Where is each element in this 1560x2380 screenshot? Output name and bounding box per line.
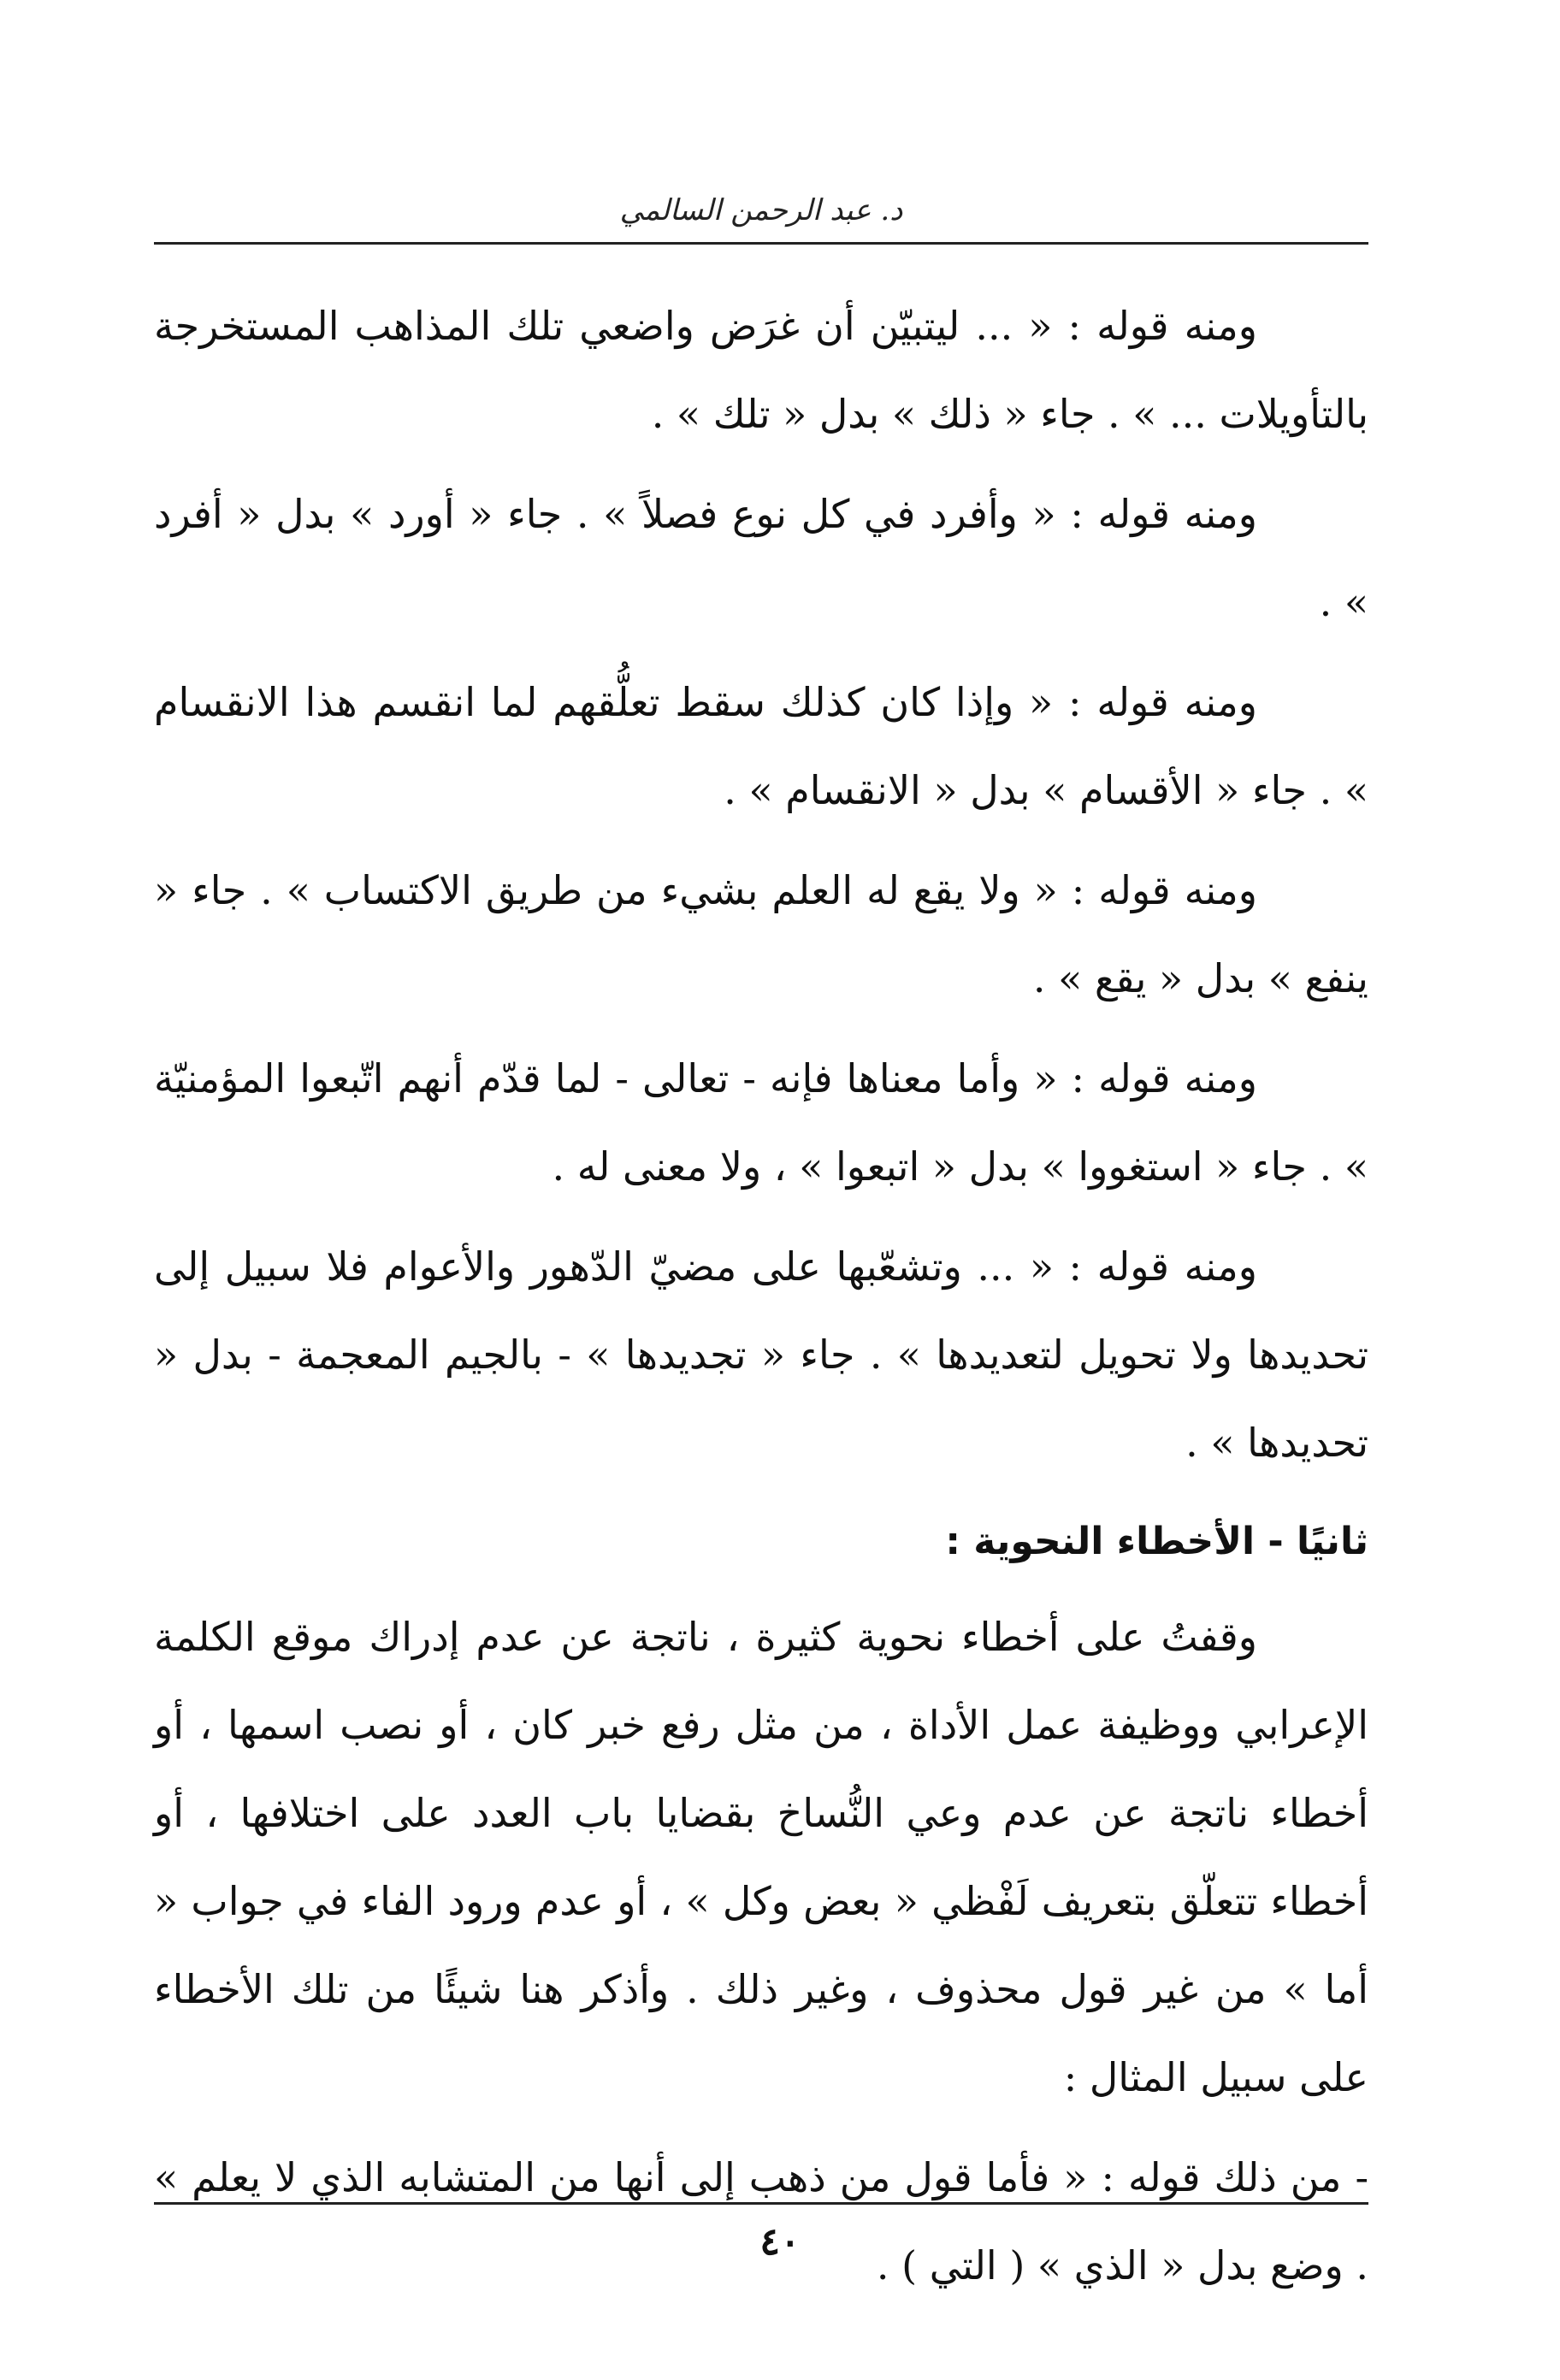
page-body [154, 282, 1368, 2322]
body-paragraph: ومنه قوله : « ... وتشعّبها على مضيّ الدّهور والأعوام فلا سبيل إلى تحديدها ولا تحويل لتعديدها » . جاء « تجديدها » - بالجيم المعجمة - بدل « تحديدها » . [154, 1243, 1368, 1466]
section-heading: ثانيًا - الأخطاء النحوية : [945, 1520, 1368, 1563]
section-intro-paragraph: وقفتُ على أخطاء نحوية كثيرة ، ناتجة عن عدم إدراك موقع الكلمة الإعرابي ووظيفة عمل الأداة ، من مثل رفع خبر كان ، أو نصب اسمها ، أو أخطاء ناتجة عن عدم وعي النُّساخ بقضايا باب العدد على اختلافها ، أو أخطاء تتعلّق بتعريف لَفْظي « بعض وكل » ، أو عدم ورود الفاء في جواب « أما » من غير قول محذوف ، وغير ذلك . وأذكر هنا شيئًا من تلك الأخطاء على سبيل المثال : [154, 1614, 1368, 2100]
example-paragraph: - من ذلك قوله : « فأما قول من ذهب إلى أنها من المتشابه الذي لا يعلم » . وضع بدل « الذي » ( التي ) . [154, 2154, 1368, 2288]
page-number: ٤٠ [759, 2220, 801, 2264]
body-paragraph: ومنه قوله : « وأما معناها فإنه - تعالى - لما قدّم أنهم اتّبعوا المؤمنيّة » . جاء « استغووا » بدل « اتبعوا » ، ولا معنى له . [154, 1055, 1368, 1190]
body-paragraph: ومنه قوله : « وإذا كان كذلك سقط تعلُّقهم لما انقسم هذا الانقسام » . جاء « الأقسام » بدل « الانقسام » . [154, 679, 1368, 813]
header-rule [154, 242, 1368, 245]
body-paragraph: ومنه قوله : « وأفرد في كل نوع فصلاً » . جاء « أورد » بدل « أفرد » . [154, 491, 1368, 625]
body-paragraph: ومنه قوله : « ... ليتبيّن أن غرَض واضعي تلك المذاهب المستخرجة بالتأويلات ... » . جاء « ذلك » بدل « تلك » . [154, 303, 1368, 437]
body-paragraph: ومنه قوله : « ولا يقع له العلم بشيء من طريق الاكتساب » . جاء « ينفع » بدل « يقع » . [154, 867, 1368, 1001]
running-header-author: د. عبد الرحمن السالمي [619, 193, 903, 227]
footer-rule [154, 2202, 1368, 2205]
